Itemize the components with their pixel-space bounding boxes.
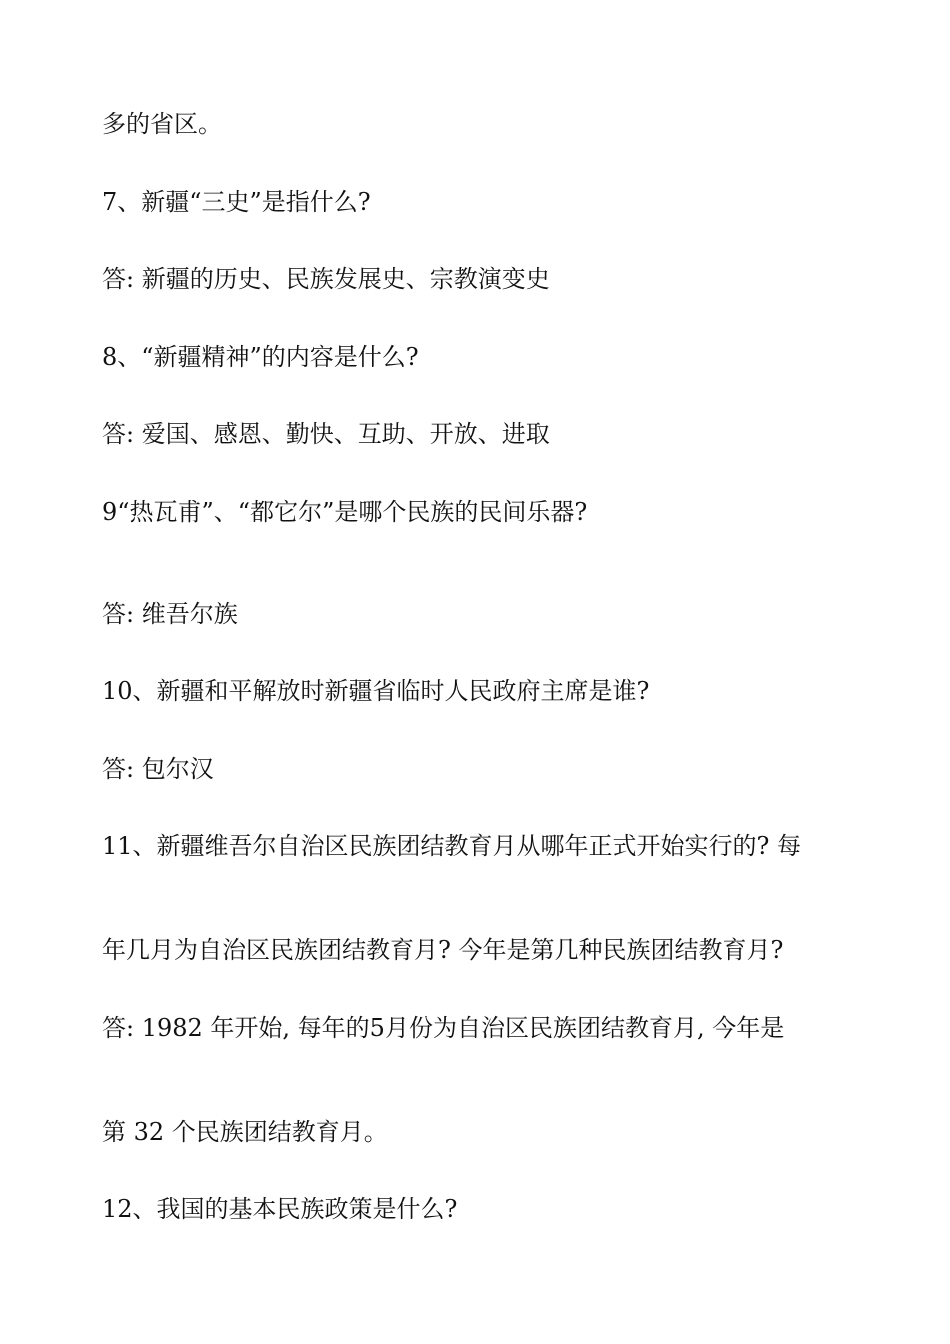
answer-11-line-2: 第 32 个民族团结教育月。 (102, 1118, 388, 1146)
question-9: 9“热瓦甫”、“都它尔”是哪个民族的民间乐器? (102, 498, 588, 526)
answer-10: 答: 包尔汉 (102, 755, 214, 783)
question-11-line-2: 年几月为自治区民族团结教育月? 今年是第几种民族团结教育月? (102, 936, 784, 964)
question-8: 8、“新疆精神”的内容是什么? (102, 343, 419, 371)
answer-8: 答: 爱国、感恩、勤快、互助、开放、进取 (102, 420, 550, 448)
question-12: 12、我国的基本民族政策是什么? (102, 1195, 458, 1223)
answer-11-line-1: 答: 1982 年开始, 每年的5月份为自治区民族团结教育月, 今年是 (102, 1014, 785, 1042)
question-11-line-1: 11、新疆维吾尔自治区民族团结教育月从哪年正式开始实行的? 每 (102, 832, 802, 860)
question-7: 7、新疆“三史”是指什么? (102, 188, 371, 216)
answer-7: 答: 新疆的历史、民族发展史、宗教演变史 (102, 265, 550, 293)
text-line-continuation: 多的省区。 (102, 110, 222, 138)
question-10: 10、新疆和平解放时新疆省临时人民政府主席是谁? (102, 677, 650, 705)
answer-9: 答: 维吾尔族 (102, 600, 238, 628)
